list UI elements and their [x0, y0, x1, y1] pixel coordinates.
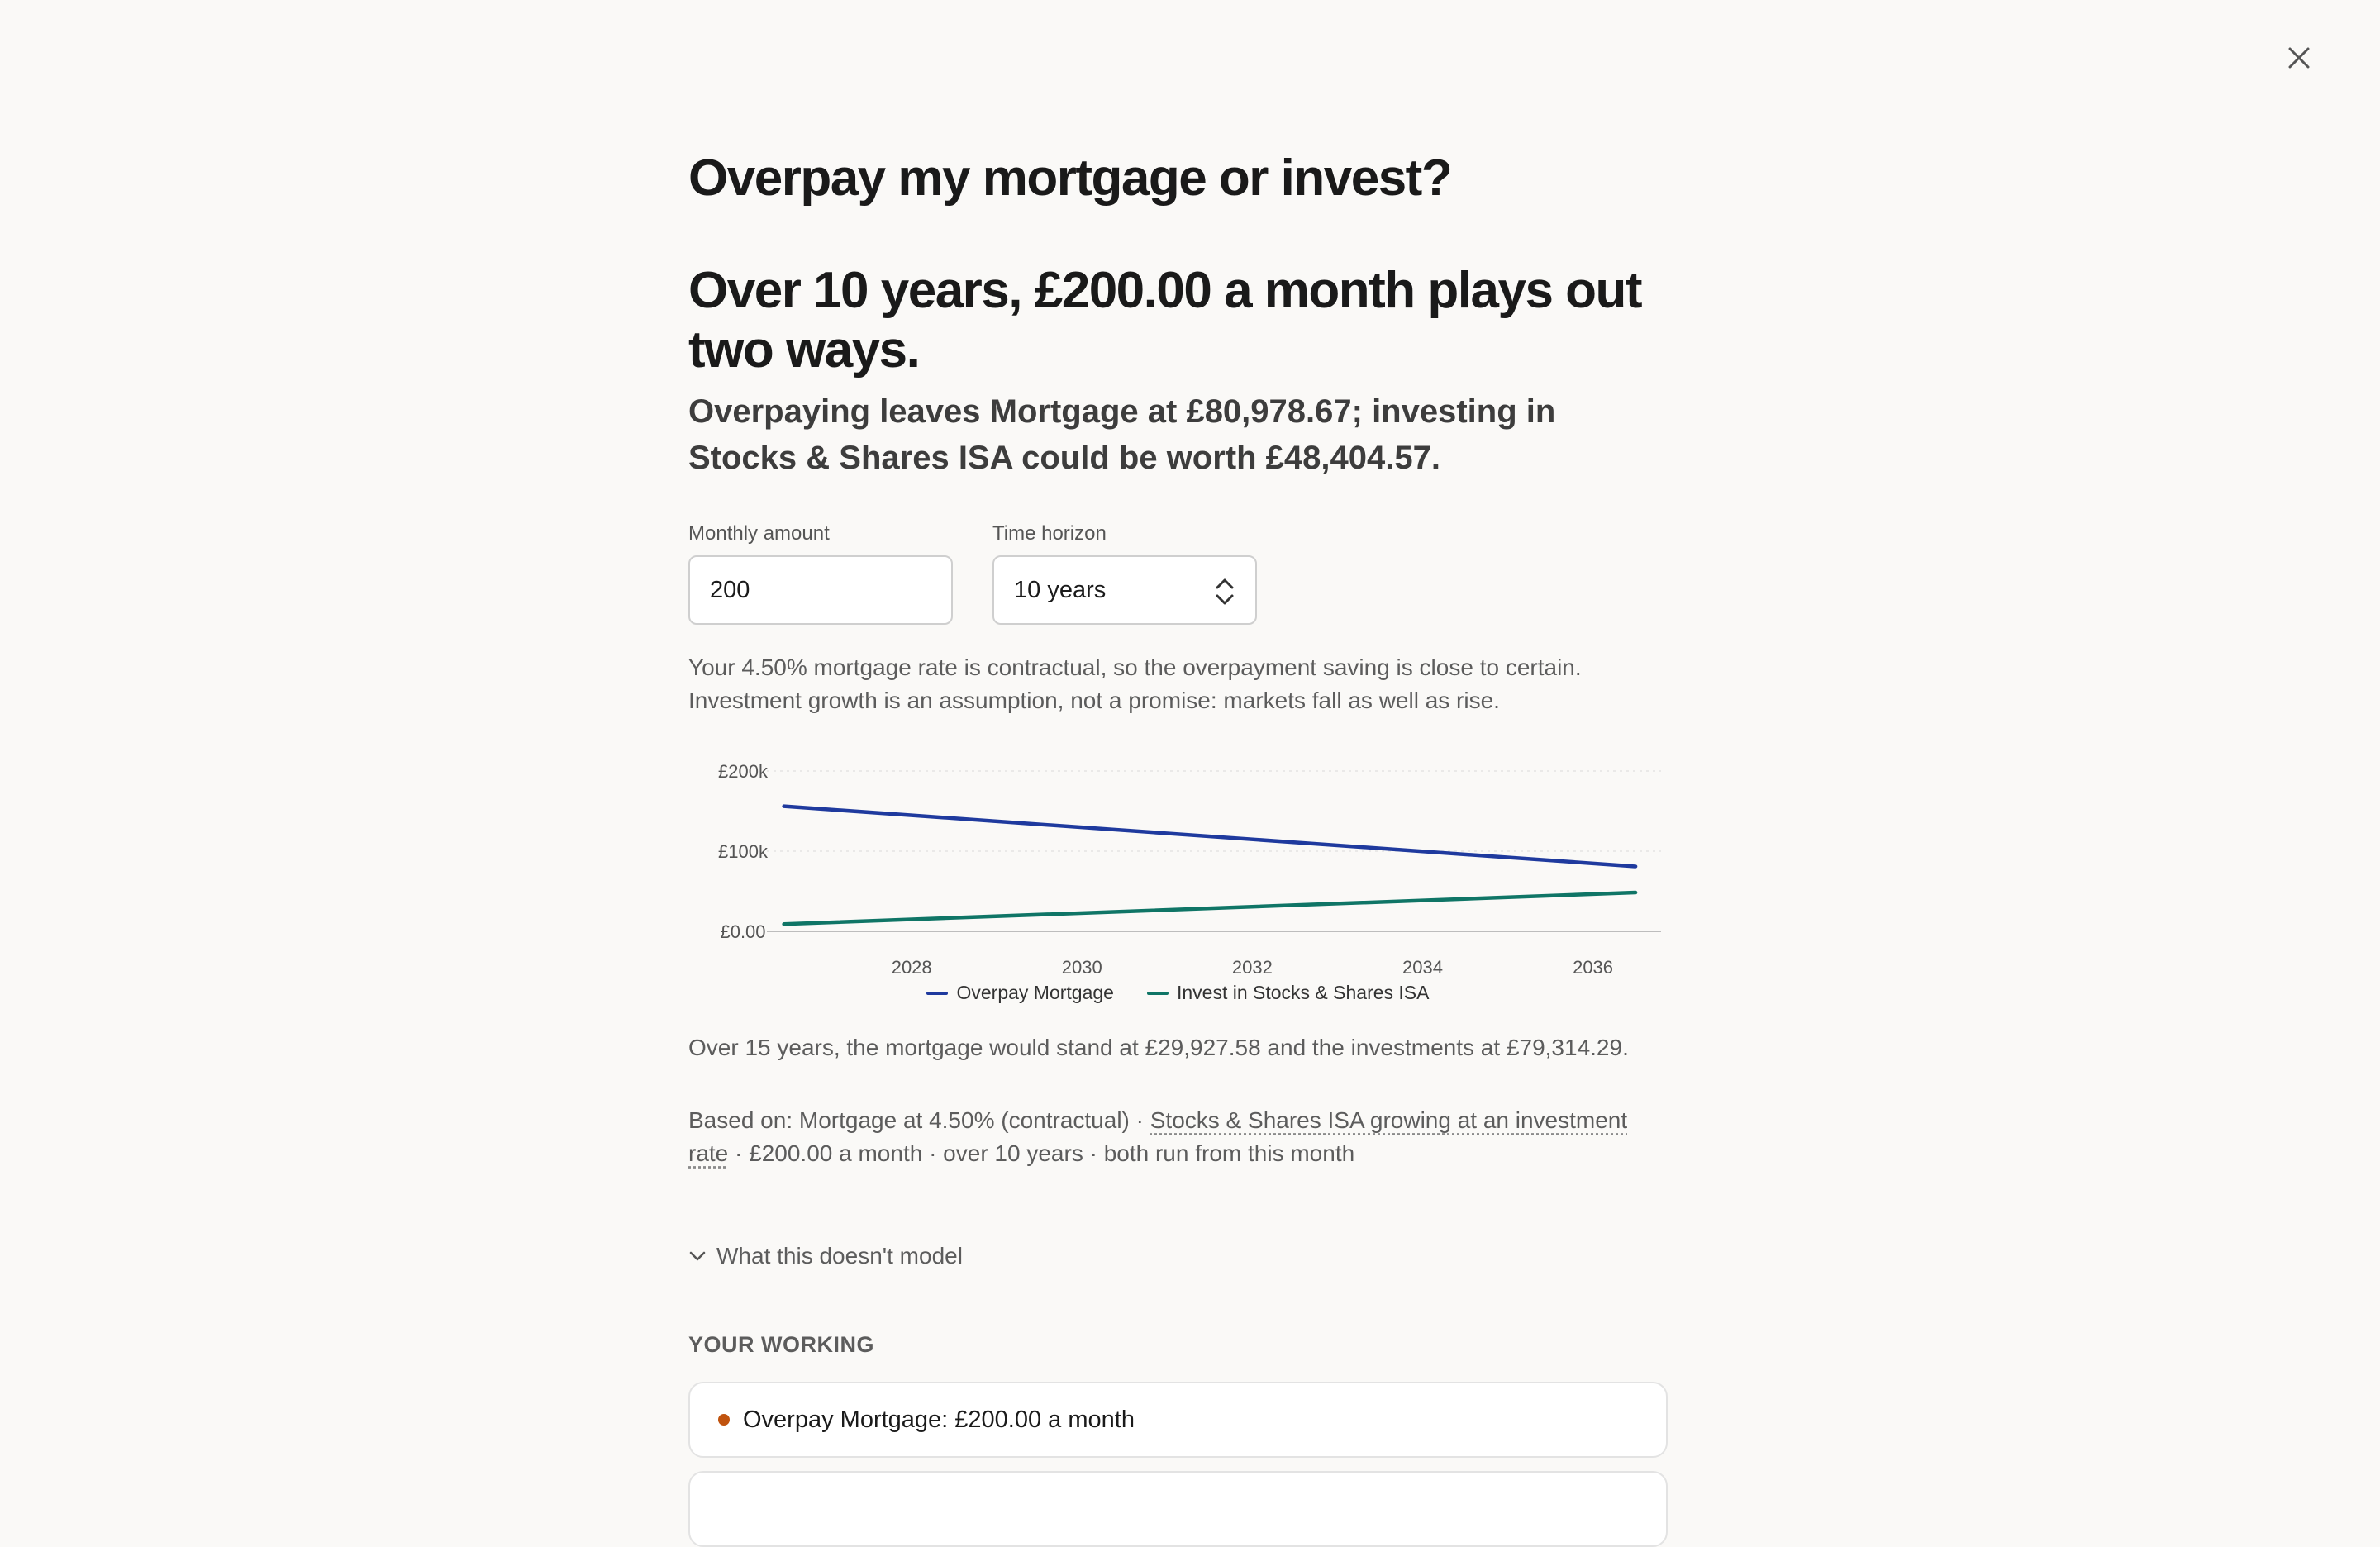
legend-swatch	[926, 992, 948, 995]
x-tick-label: 2034	[1402, 957, 1443, 978]
close-icon	[2287, 46, 2311, 69]
close-button[interactable]	[2281, 40, 2317, 76]
working-item-label: Overpay Mortgage: £200.00 a month	[743, 1406, 1135, 1433]
assumptions-text	[688, 1104, 1668, 1170]
working-item-overpay[interactable]	[688, 1382, 1668, 1458]
monthly-amount-label: Monthly amount	[688, 522, 830, 545]
time-horizon-label: Time horizon	[992, 522, 1107, 545]
time-horizon-select[interactable]	[992, 555, 1257, 625]
x-tick-label: 2032	[1231, 957, 1273, 978]
working-item-next[interactable]	[688, 1471, 1668, 1547]
legend-label: Invest in Stocks & Shares ISA	[1176, 982, 1430, 1003]
working-heading: YOUR WORKING	[688, 1332, 874, 1357]
legend-item	[926, 982, 1113, 1004]
legend-label: Overpay Mortgage	[956, 982, 1114, 1003]
assumptions-suffix: · £200.00 a month · over 10 years · both run from this month	[728, 1140, 1355, 1166]
what-not-modelled-label: What this doesn't model	[716, 1243, 963, 1269]
rate-note: Your 4.50% mortgage rate is contractual, so the overpayment saving is close to certain. Investment growth is an assumption, not a promise: markets fall as well as rise.	[688, 654, 1582, 713]
series-line-0	[784, 807, 1635, 867]
chevron-down-icon	[688, 1247, 707, 1265]
x-tick-label: 2036	[1573, 957, 1614, 978]
y-tick-label: £0.00	[720, 921, 766, 942]
assumptions-prefix: Based on: Mortgage at 4.50% (contractual) ·	[688, 1107, 1150, 1133]
what-not-modelled-toggle[interactable]	[688, 1243, 963, 1269]
page-title: Overpay my mortgage or invest?	[688, 150, 1452, 207]
time-horizon-value: 10 years	[1014, 576, 1107, 603]
subheadline: Overpaying leaves Mortgage at £80,978.67; investing in Stocks & Shares ISA could be worth £48,404.57.	[688, 393, 1556, 476]
legend-item	[1147, 982, 1430, 1004]
status-dot	[718, 1414, 730, 1426]
projection-chart	[688, 744, 1668, 983]
investment-rate-link[interactable]: Stocks & Shares ISA growing at an investment rate	[688, 1107, 1628, 1166]
legend-swatch	[1147, 992, 1169, 995]
fifteen-year-summary: Over 15 years, the mortgage would stand at £29,927.58 and the investments at £79,314.29.	[688, 1035, 1629, 1060]
chevron-up-down-icon	[1214, 577, 1235, 607]
chart-legend	[688, 982, 1668, 1004]
series-line-1	[784, 892, 1635, 924]
y-tick-label: £200k	[718, 761, 768, 782]
y-tick-label: £100k	[718, 841, 768, 862]
headline: Over 10 years, £200.00 a month plays out two ways.	[688, 262, 1642, 378]
monthly-amount-input[interactable]	[688, 555, 953, 625]
x-tick-label: 2030	[1061, 957, 1102, 978]
x-tick-label: 2028	[891, 957, 932, 978]
